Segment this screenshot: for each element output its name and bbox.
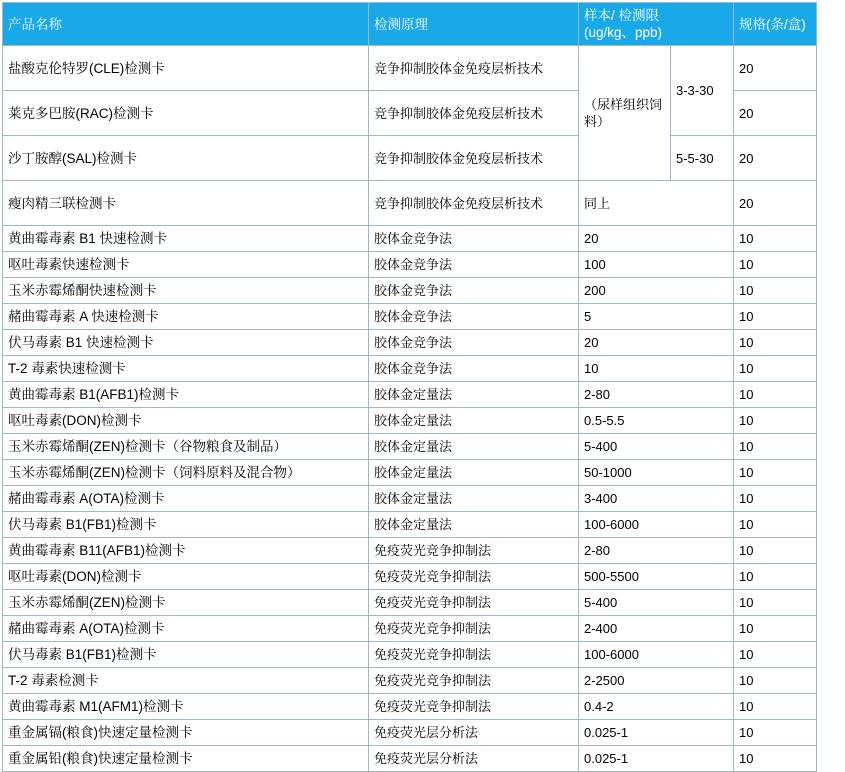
- table-header: [3, 3, 817, 46]
- table-row: [3, 460, 817, 486]
- cell-principle: 胶体金定量法: [369, 382, 579, 408]
- cell-sample-limit: 2-80: [579, 538, 734, 564]
- cell-spec: 10: [734, 538, 817, 564]
- cell-sample-limit: 5: [579, 304, 734, 330]
- cell-sample-limit: 2-2500: [579, 668, 734, 694]
- cell-sample-limit: 500-5500: [579, 564, 734, 590]
- cell-principle: 胶体金定量法: [369, 486, 579, 512]
- cell-sample-limit: 2-400: [579, 616, 734, 642]
- table-header-row: [3, 3, 817, 46]
- cell-product-name: 赭曲霉毒素 A 快速检测卡: [3, 304, 369, 330]
- cell-sample-limit: 100-6000: [579, 642, 734, 668]
- cell-principle: 免疫荧光竞争抑制法: [369, 538, 579, 564]
- cell-product-name: 伏马毒素 B1(FB1)检测卡: [3, 512, 369, 538]
- cell-product-name: 赭曲霉毒素 A(OTA)检测卡: [3, 486, 369, 512]
- cell-product-name: 呕吐毒素快速检测卡: [3, 252, 369, 278]
- table-row: [3, 304, 817, 330]
- cell-principle: 胶体金竞争法: [369, 278, 579, 304]
- cell-sample-limit: 2-80: [579, 382, 734, 408]
- cell-spec: 10: [734, 278, 817, 304]
- cell-product-name: 黄曲霉毒素 M1(AFM1)检测卡: [3, 694, 369, 720]
- cell-principle: 竞争抑制胶体金免疫层析技术: [369, 91, 579, 136]
- cell-principle: 竞争抑制胶体金免疫层析技术: [369, 136, 579, 181]
- cell-sample-limit: 100: [579, 252, 734, 278]
- column-header-principle: 检测原理: [369, 3, 579, 46]
- cell-spec: 10: [734, 746, 817, 772]
- column-header-sample-limit-line2: (ug/kg、ppb): [584, 25, 663, 40]
- cell-product-name: 玉米赤霉烯酮快速检测卡: [3, 278, 369, 304]
- cell-principle: 胶体金竞争法: [369, 330, 579, 356]
- table-row: [3, 226, 817, 252]
- table-row: [3, 330, 817, 356]
- cell-principle: 胶体金竞争法: [369, 226, 579, 252]
- cell-principle: 胶体金竞争法: [369, 356, 579, 382]
- table-row: [3, 746, 817, 772]
- cell-product-name: 莱克多巴胺(RAC)检测卡: [3, 91, 369, 136]
- cell-product-name: 玉米赤霉烯酮(ZEN)检测卡（饲料原料及混合物）: [3, 460, 369, 486]
- table-row: [3, 720, 817, 746]
- cell-principle: 胶体金定量法: [369, 434, 579, 460]
- cell-sample-limit: 5-400: [579, 434, 734, 460]
- cell-sample-limit: 20: [579, 226, 734, 252]
- cell-spec: 10: [734, 330, 817, 356]
- cell-principle: 免疫荧光竞争抑制法: [369, 668, 579, 694]
- cell-principle: 免疫荧光竞争抑制法: [369, 642, 579, 668]
- cell-sample-limit: 50-1000: [579, 460, 734, 486]
- table-row: [3, 356, 817, 382]
- cell-sample-limit: 0.025-1: [579, 746, 734, 772]
- cell-spec: 10: [734, 408, 817, 434]
- cell-spec: 10: [734, 642, 817, 668]
- cell-spec: 20: [734, 91, 817, 136]
- cell-spec: 10: [734, 694, 817, 720]
- cell-sample-limit: 0.025-1: [579, 720, 734, 746]
- cell-spec: 20: [734, 181, 817, 226]
- cell-spec: 10: [734, 486, 817, 512]
- table-row: [3, 538, 817, 564]
- cell-principle: 免疫荧光竞争抑制法: [369, 590, 579, 616]
- cell-spec: 10: [734, 564, 817, 590]
- cell-product-name: 瘦肉精三联检测卡: [3, 181, 369, 226]
- column-header-sample-limit: [579, 3, 734, 46]
- cell-product-name: 重金属镉(粮食)快速定量检测卡: [3, 720, 369, 746]
- cell-product-name: 玉米赤霉烯酮(ZEN)检测卡: [3, 590, 369, 616]
- table-row: [3, 434, 817, 460]
- table-row: [3, 668, 817, 694]
- cell-principle: 胶体金定量法: [369, 460, 579, 486]
- cell-principle: 免疫荧光竞争抑制法: [369, 694, 579, 720]
- column-header-product-name: 产品名称: [3, 3, 369, 46]
- cell-sample-limit: 3-400: [579, 486, 734, 512]
- table-row: [3, 590, 817, 616]
- cell-principle: 免疫荧光竞争抑制法: [369, 616, 579, 642]
- table-row: [3, 694, 817, 720]
- cell-spec: 10: [734, 304, 817, 330]
- cell-principle: 胶体金定量法: [369, 408, 579, 434]
- cell-sample-limit: 20: [579, 330, 734, 356]
- cell-spec: 10: [734, 460, 817, 486]
- column-header-sample-limit-line1: 样本/ 检测限: [584, 8, 660, 23]
- table-row: [3, 408, 817, 434]
- table-row: [3, 512, 817, 538]
- table-row: [3, 181, 817, 226]
- column-header-spec: 规格(条/盒): [734, 3, 817, 46]
- table-row: [3, 486, 817, 512]
- cell-product-name: T-2 毒素快速检测卡: [3, 356, 369, 382]
- cell-spec: 10: [734, 434, 817, 460]
- cell-sample-note: （尿样组织饲料）: [579, 46, 671, 181]
- cell-sample-limit: 0.4-2: [579, 694, 734, 720]
- cell-product-name: 沙丁胺醇(SAL)检测卡: [3, 136, 369, 181]
- cell-principle: 胶体金定量法: [369, 512, 579, 538]
- cell-principle: 竞争抑制胶体金免疫层析技术: [369, 46, 579, 91]
- cell-spec: 20: [734, 46, 817, 91]
- cell-product-name: 黄曲霉毒素 B11(AFB1)检测卡: [3, 538, 369, 564]
- cell-spec: 10: [734, 590, 817, 616]
- cell-sample-limit: 100-6000: [579, 512, 734, 538]
- cell-principle: 胶体金竞争法: [369, 252, 579, 278]
- cell-spec: 10: [734, 616, 817, 642]
- cell-principle: 免疫荧光层分析法: [369, 746, 579, 772]
- product-specification-table: [2, 2, 817, 772]
- cell-spec: 10: [734, 512, 817, 538]
- cell-product-name: 呕吐毒素(DON)检测卡: [3, 564, 369, 590]
- table-body: [3, 46, 817, 772]
- cell-principle: 免疫荧光层分析法: [369, 720, 579, 746]
- cell-sample-limit: 200: [579, 278, 734, 304]
- cell-spec: 10: [734, 720, 817, 746]
- cell-detection-limit: 5-5-30: [671, 136, 734, 181]
- cell-spec: 10: [734, 382, 817, 408]
- cell-product-name: T-2 毒素检测卡: [3, 668, 369, 694]
- cell-principle: 竞争抑制胶体金免疫层析技术: [369, 181, 579, 226]
- cell-spec: 10: [734, 252, 817, 278]
- cell-product-name: 玉米赤霉烯酮(ZEN)检测卡（谷物粮食及制品）: [3, 434, 369, 460]
- cell-sample-limit: 同上: [579, 181, 734, 226]
- table-row: [3, 252, 817, 278]
- cell-product-name: 盐酸克伦特罗(CLE)检测卡: [3, 46, 369, 91]
- table-row: [3, 616, 817, 642]
- table-row: [3, 382, 817, 408]
- table-row: [3, 278, 817, 304]
- cell-sample-limit: 5-400: [579, 590, 734, 616]
- cell-principle: 胶体金竞争法: [369, 304, 579, 330]
- table-row: [3, 564, 817, 590]
- cell-product-name: 伏马毒素 B1(FB1)检测卡: [3, 642, 369, 668]
- table-row: [3, 46, 817, 91]
- cell-product-name: 呕吐毒素(DON)检测卡: [3, 408, 369, 434]
- cell-spec: 20: [734, 136, 817, 181]
- cell-product-name: 赭曲霉毒素 A(OTA)检测卡: [3, 616, 369, 642]
- cell-spec: 10: [734, 356, 817, 382]
- cell-spec: 10: [734, 668, 817, 694]
- cell-product-name: 黄曲霉毒素 B1 快速检测卡: [3, 226, 369, 252]
- cell-product-name: 重金属铅(粮食)快速定量检测卡: [3, 746, 369, 772]
- table-row: [3, 136, 817, 181]
- cell-product-name: 伏马毒素 B1 快速检测卡: [3, 330, 369, 356]
- cell-sample-limit: 0.5-5.5: [579, 408, 734, 434]
- cell-detection-limit: 3-3-30: [671, 46, 734, 136]
- cell-principle: 免疫荧光竞争抑制法: [369, 564, 579, 590]
- cell-sample-limit: 10: [579, 356, 734, 382]
- cell-spec: 10: [734, 226, 817, 252]
- table-row: [3, 642, 817, 668]
- cell-product-name: 黄曲霉毒素 B1(AFB1)检测卡: [3, 382, 369, 408]
